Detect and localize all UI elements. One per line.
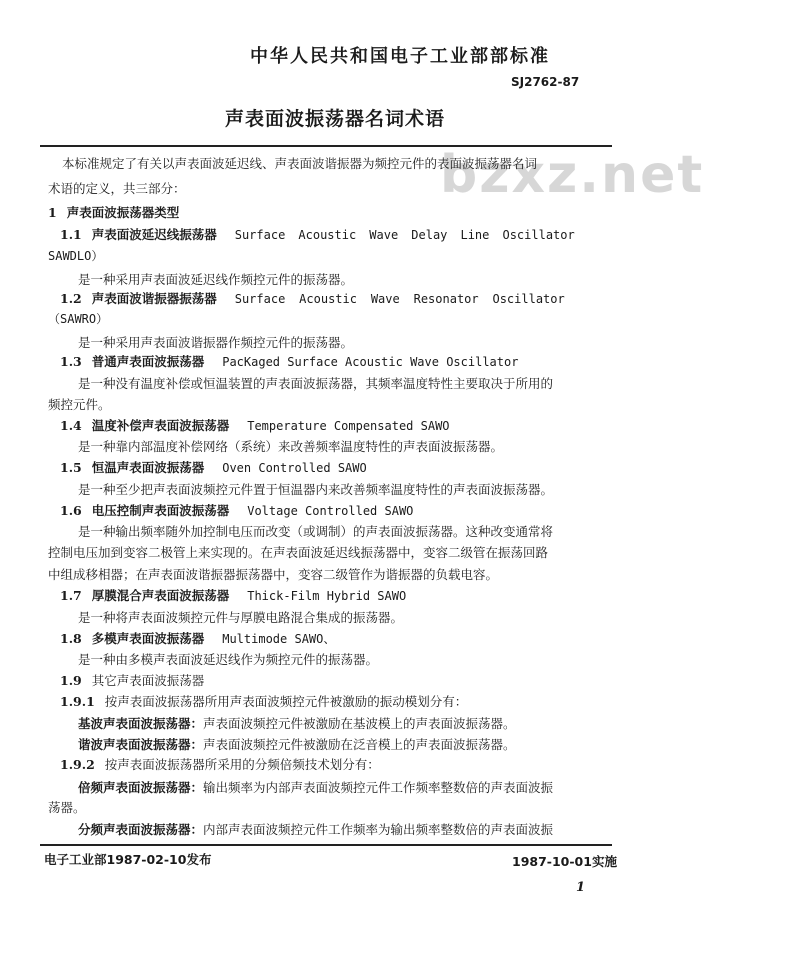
term-definition: 声表面波频控元件被激励在基波模上的声表面波振荡器。 (203, 716, 516, 731)
section-1-3-definition-1: 是一种没有温度补偿或恒温装置的声表面波振荡器，其频率温度特性主要取决于所用的 (78, 376, 554, 391)
term-zh: 谐波声表面波振荡器： (78, 737, 204, 752)
section-1-2-en-cont: （SAWRO） (48, 312, 109, 326)
section-1-9-2-item-a-cont: 荡器。 (48, 800, 86, 815)
section-1-9-1 (60, 694, 630, 710)
term-en: Oven Controlled SAWO (222, 461, 367, 475)
intro-line-2: 术语的定义，共三部分： (48, 181, 186, 196)
term-zh: 温度补偿声表面波振荡器 (91, 418, 230, 433)
section-1-3 (60, 354, 630, 370)
issue-date: 电子工业部1987-02-10发布 (44, 852, 212, 867)
section-1-9-2-item-b (78, 822, 648, 838)
term-en: Surface Acoustic Wave Resonator Oscillator (234, 292, 565, 306)
page-number: 1 (576, 880, 586, 895)
section-text: 按声表面波振荡器所采用的分频倍频技术划分有： (104, 757, 380, 772)
section-1-2-definition: 是一种采用声表面波谐振器作频控元件的振荡器。 (78, 335, 354, 350)
term-zh: 倍频声表面波振荡器： (78, 780, 204, 795)
section-1-9 (60, 673, 630, 689)
section-1-5-definition: 是一种至少把声表面波频控元件置于恒温器内来改善频率温度特性的声表面波振荡器。 (78, 482, 554, 497)
term-en: Voltage Controlled SAWO (247, 504, 414, 518)
term-zh: 声表面波谐振器振荡器 (91, 291, 217, 306)
term-en: Multimode SAWO、 (222, 632, 336, 646)
term-zh: 分频声表面波振荡器： (78, 822, 204, 837)
term-definition: 内部声表面波频控元件工作频率为输出频率整数倍的声表面波振 (203, 822, 554, 837)
section-text: 按声表面波振荡器所用声表面波频控元件被激励的振动模划分有： (104, 694, 468, 709)
section-number: 1.7 (60, 588, 82, 603)
section-title: 其它声表面波振荡器 (91, 673, 205, 688)
section-number: 1.9.2 (60, 757, 95, 772)
section-number: 1 (48, 205, 57, 220)
standard-number: SJ2762-87 (511, 75, 580, 89)
section-1-9-2 (60, 757, 630, 773)
section-1-1-en-cont: SAWDLO） (48, 249, 104, 263)
section-1-1-definition: 是一种采用声表面波延迟线作频控元件的振荡器。 (78, 272, 354, 287)
section-1-6-definition-3: 中组成移相器；在声表面波谐振器振荡器中，变容二级管作为谐振器的负载电容。 (48, 567, 499, 582)
term-en: Surface Acoustic Wave Delay Line Oscillator (234, 228, 575, 242)
bottom-divider (40, 844, 612, 846)
section-1-8-definition: 是一种由多模声表面波延迟线作为频控元件的振荡器。 (78, 652, 379, 667)
section-number: 1.3 (60, 354, 82, 369)
term-zh: 多模声表面波振荡器 (91, 631, 205, 646)
section-1-9-1-item-b (78, 737, 648, 753)
section-1-4-definition: 是一种靠内部温度补偿网络（系统）来改善频率温度特性的声表面波振荡器。 (78, 439, 504, 454)
term-definition: 声表面波频控元件被激励在泛音模上的声表面波振荡器。 (203, 737, 516, 752)
section-1-4 (60, 418, 630, 434)
section-1-6-definition-2: 控制电压加到变容二极管上来实现的。在声表面波延迟线振荡器中，变容二级管在振荡回路 (48, 545, 549, 560)
term-zh: 声表面波延迟线振荡器 (91, 227, 217, 242)
document-title: 声表面波振荡器名词术语 (224, 108, 445, 130)
section-1-7 (60, 588, 630, 604)
section-1-6-definition-1: 是一种输出频率随外加控制电压而改变（或调制）的声表面波振荡器。这种改变通常将 (78, 524, 554, 539)
term-definition: 输出频率为内部声表面波频控元件工作频率整数倍的声表面波振 (203, 780, 554, 795)
section-number: 1.5 (60, 460, 82, 475)
section-number: 1.1 (60, 227, 82, 242)
watermark: bzxz.net (440, 145, 705, 205)
section-number: 1.2 (60, 291, 82, 306)
section-number: 1.4 (60, 418, 82, 433)
section-1-5 (60, 460, 630, 476)
term-zh: 恒温声表面波振荡器 (91, 460, 205, 475)
section-1-3-definition-2: 频控元件。 (48, 397, 111, 412)
effective-date: 1987-10-01实施 (512, 854, 617, 869)
section-1-9-2-item-a (78, 780, 648, 796)
section-1-2 (60, 291, 630, 307)
section-1-9-1-item-a (78, 716, 648, 732)
term-en: Temperature Compensated SAWO (247, 419, 450, 433)
term-zh: 电压控制声表面波振荡器 (91, 503, 230, 518)
intro-line-1: 本标准规定了有关以声表面波延迟线、声表面波谐振器为频控元件的表面波振荡器名词 (62, 156, 538, 171)
section-1-heading (48, 205, 618, 221)
section-1-8 (60, 631, 630, 647)
section-1-7-definition: 是一种将声表面波频控元件与厚膜电路混合集成的振荡器。 (78, 610, 404, 625)
section-number: 1.6 (60, 503, 82, 518)
section-number: 1.8 (60, 631, 82, 646)
issuing-authority-title: 中华人民共和国电子工业部部标准 (250, 46, 550, 67)
section-title: 声表面波振荡器类型 (66, 205, 180, 220)
term-en: PacKaged Surface Acoustic Wave Oscillator (222, 355, 519, 369)
section-number: 1.9 (60, 673, 82, 688)
term-zh: 厚膜混合声表面波振荡器 (91, 588, 230, 603)
term-zh: 普通声表面波振荡器 (91, 354, 205, 369)
term-zh: 基波声表面波振荡器： (78, 716, 204, 731)
section-1-6 (60, 503, 630, 519)
section-number: 1.9.1 (60, 694, 95, 709)
section-1-1 (60, 227, 630, 243)
term-en: Thick-Film Hybrid SAWO (247, 589, 407, 603)
